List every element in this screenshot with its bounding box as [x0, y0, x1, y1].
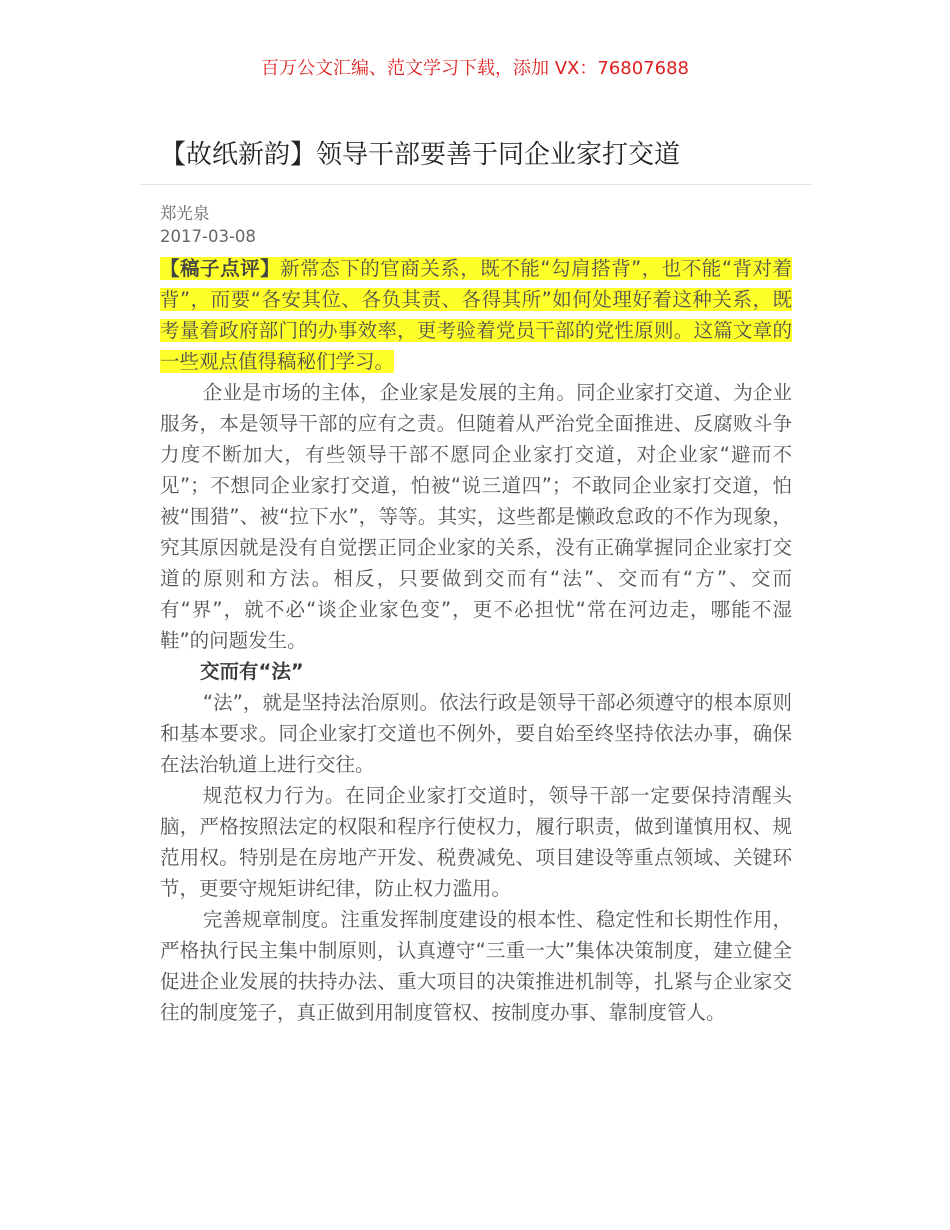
article-date: 2017-03-08: [160, 227, 256, 246]
section-paragraph-2: 规范权力行为。在同企业家打交道时，领导干部一定要保持清醒头脑，严格按照法定的权限和程序行使权力，履行职责，做到谨慎用权、规范用权。特别是在房地产开发、税费减免、项目建设等重点领域、关键环节，更要守规矩讲纪律，防止权力滥用。: [160, 784, 792, 900]
editor-review: [160, 253, 792, 377]
article-body: [160, 253, 792, 1028]
review-label: 【稿子点评】: [160, 257, 281, 280]
section-paragraph-1: “法”，就是坚持法治原则。依法行政是领导干部必须遵守的根本原则和基本要求。同企业家打交道也不例外，要自始至终坚持依法办事，确保在法治轨道上进行交往。: [160, 691, 792, 776]
promo-banner: 百万公文汇编、范文学习下载，添加 VX：76807688: [261, 58, 689, 79]
section-paragraph-3: 完善规章制度。注重发挥制度建设的根本性、稳定性和长期性作用，严格执行民主集中制原则，认真遵守“三重一大”集体决策制度，建立健全促进企业发展的扶持办法、重大项目的决策推进机制等，扎紧与企业家交往的制度笼子，真正做到用制度管权、按制度办事、靠制度管人。: [160, 908, 792, 1024]
review-highlight: [160, 257, 792, 373]
intro-paragraph: 企业是市场的主体，企业家是发展的主角。同企业家打交道、为企业服务，本是领导干部的应有之责。但随着从严治党全面推进、反腐败斗争力度不断加大，有些领导干部不愿同企业家打交道，对企业家“避而不见”；不想同企业家打交道，怕被“说三道四”；不敢同企业家打交道，怕被“围猎”、被“拉下水”，等等。其实，这些都是懒政怠政的不作为现象，究其原因就是没有自觉摆正同企业家的关系，没有正确掌握同企业家打交道的原则和方法。相反，只要做到交而有“法”、交而有“方”、交而有“界”，就不必“谈企业家色变”，更不必担忧“常在河边走，哪能不湿鞋”的问题发生。: [160, 381, 792, 652]
title-divider: [140, 184, 812, 185]
section-heading: 交而有“法”: [200, 660, 304, 683]
article-author: 郑光泉: [160, 204, 210, 223]
article-title: 【故纸新韵】领导干部要善于同企业家打交道: [160, 140, 681, 170]
review-text: 新常态下的官商关系，既不能“勾肩搭背”，也不能“背对着背”，而要“各安其位、各负其责、各得其所”如何处理好着这种关系，既考量着政府部门的办事效率，更考验着党员干部的党性原则。这篇文章的一些观点值得稿秘们学习。: [160, 257, 792, 373]
